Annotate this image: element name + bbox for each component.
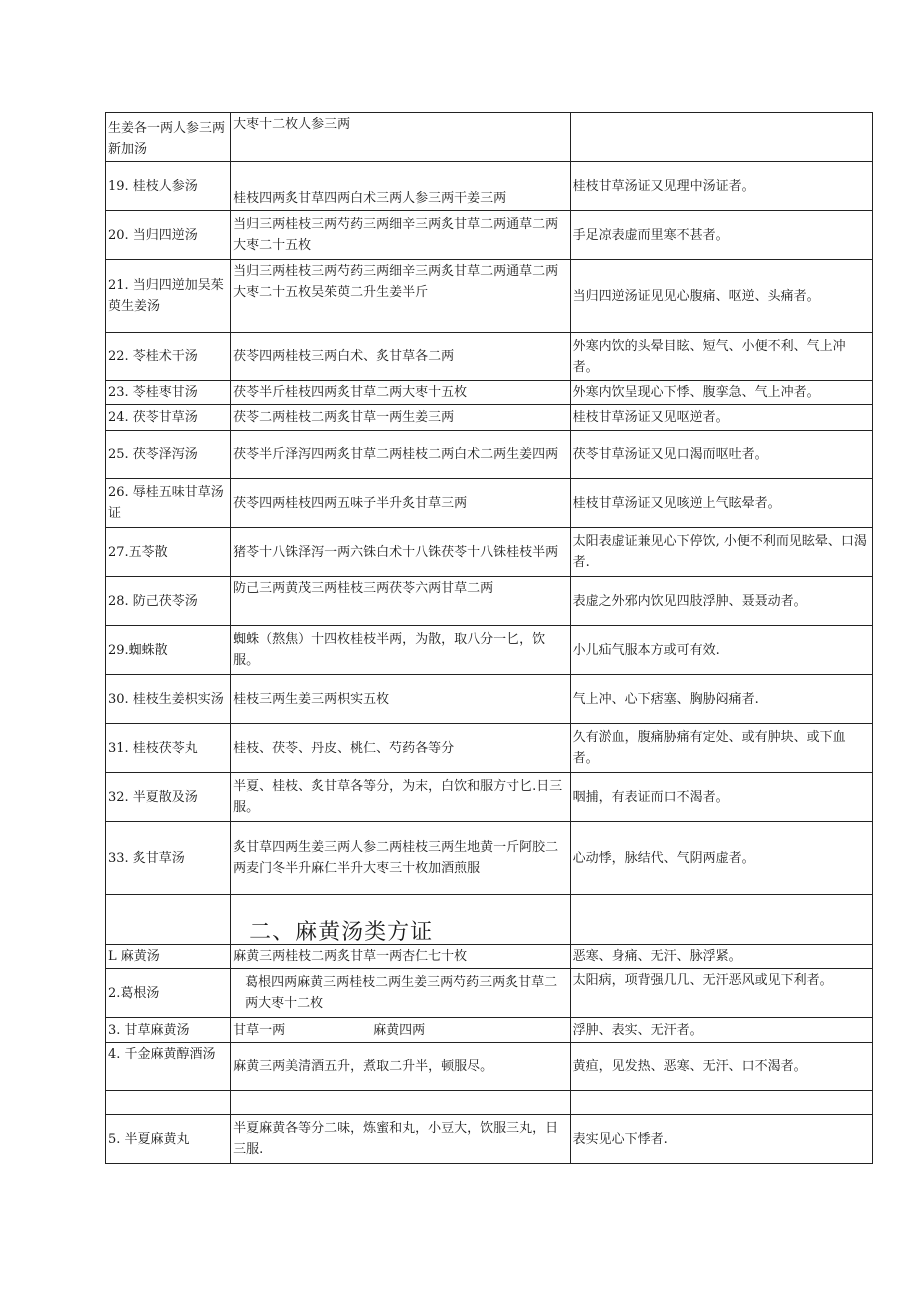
formula-name: 20. 当归四逆汤 — [106, 211, 231, 260]
formula-ingredients: 炙甘草四两生姜三两人参二两桂枝三两生地黄一斤阿胶二两麦门冬半升麻仁半升大枣三十枚加酒煎服 — [231, 822, 570, 895]
formula-name: 19. 桂枝人参汤 — [106, 162, 231, 211]
table-row — [106, 822, 873, 895]
formula-name: 30. 桂枝生姜枳实汤 — [106, 675, 231, 724]
formula-indication — [570, 113, 872, 162]
formula-name: 28. 防己茯苓汤 — [106, 577, 231, 626]
formula-indication: 太阳病，项背强几几、无汗恶风或见下利者。 — [570, 969, 872, 1018]
formula-name: 33. 炙甘草汤 — [106, 822, 231, 895]
formula-indication: 表实见心下悸者. — [570, 1115, 872, 1164]
section-header-row — [106, 895, 873, 945]
formula-indication: 外寒内饮的头晕目眩、短气、小便不利、气上冲者。 — [570, 333, 872, 381]
formula-indication: 桂枝甘草汤证又见呕逆者。 — [570, 405, 872, 431]
table-row — [106, 381, 873, 405]
formula-ingredients: 葛根四两麻黄三两桂枝二两生姜三两芍药三两炙甘草二两大枣十二枚 — [231, 969, 570, 1018]
formula-name: 31. 桂枝茯苓丸 — [106, 724, 231, 773]
formula-part: 麻黄四两 — [373, 1022, 426, 1038]
formula-ingredients: 麻黄三两桂枝二两炙甘草一两杏仁七十枚 — [231, 945, 570, 969]
formula-indication: 浮肿、表实、无汗者。 — [570, 1018, 872, 1043]
formula-ingredients: 茯苓半斤桂枝四两炙甘草二两大枣十五枚 — [231, 381, 570, 405]
table-row — [106, 626, 873, 675]
formula-ingredients: 大枣十二枚人参三两 — [231, 113, 570, 162]
formula-indication — [570, 1091, 872, 1115]
formula-name: 26. 辱桂五味甘草汤证 — [106, 479, 231, 528]
formula-ingredients: 当归三两桂枝三两芍药三两细辛三两炙甘草二两通草二两大枣二十五枚吴茱萸二升生姜半斤 — [231, 260, 570, 333]
formula-ingredients: 桂枝、茯苓、丹皮、桃仁、芍药各等分 — [231, 724, 570, 773]
table-row — [106, 675, 873, 724]
formula-indication: 恶寒、身痛、无汗、脉浮紧。 — [570, 945, 872, 969]
empty-cell — [570, 895, 872, 945]
formula-name: 5. 半夏麻黄丸 — [106, 1115, 231, 1164]
formula-indication: 手足凉表虚而里寒不甚者。 — [570, 211, 872, 260]
table-row — [106, 773, 873, 822]
formula-indication: 表虚之外邪内饮见四肢浮肿、聂聂动者。 — [570, 577, 872, 626]
table-row — [106, 260, 873, 333]
formula-name — [106, 1091, 231, 1115]
formula-ingredients: 蜘蛛（熬焦）十四枚桂枝半两，为散，取八分一匕，饮服。 — [231, 626, 570, 675]
table-row — [106, 945, 873, 969]
formula-indication: 心动悸，脉结代、气阴两虚者。 — [570, 822, 872, 895]
table-row — [106, 528, 873, 577]
formula-name: 4. 千金麻黄醇酒汤 — [106, 1043, 231, 1091]
formula-indication: 气上冲、心下痞塞、胸胁闷痛者. — [570, 675, 872, 724]
formula-name: 24. 茯苓甘草汤 — [106, 405, 231, 431]
formula-indication: 太阳表虚证兼见心下停饮, 小便不利而见眩晕、口渴者. — [570, 528, 872, 577]
formula-table — [105, 112, 873, 1164]
section-title: 二、麻黄汤类方证 — [231, 895, 570, 945]
table-row — [106, 113, 873, 162]
formula-ingredients: 麻黄三两美清酒五升，煮取二升半，顿服尽。 — [231, 1043, 570, 1091]
formula-ingredients: 半夏、桂枝、炙甘草各等分，为末，白饮和服方寸匕.日三服。 — [231, 773, 570, 822]
table-row — [106, 162, 873, 211]
formula-name: 32. 半夏散及汤 — [106, 773, 231, 822]
formula-indication: 桂枝甘草汤证又见咳逆上气眩晕者。 — [570, 479, 872, 528]
empty-cell — [106, 895, 231, 945]
formula-indication: 小儿疝气服本方或可有效. — [570, 626, 872, 675]
formula-indication: 咽捕，有表证而口不渴者。 — [570, 773, 872, 822]
formula-indication: 当归四逆汤证见见心腹痛、呕逆、头痛者。 — [570, 260, 872, 333]
formula-name: 2.葛根汤 — [106, 969, 231, 1018]
formula-ingredients — [231, 1091, 570, 1115]
formula-ingredients: 茯苓四两桂枝四两五味子半升炙甘草三两 — [231, 479, 570, 528]
formula-ingredients: 茯苓半斤泽泻四两炙甘草二两桂枝二两白术二两生姜四两 — [231, 431, 570, 479]
formula-name: 22. 苓桂术干汤 — [106, 333, 231, 381]
formula-ingredients: 防己三两黄茂三两桂枝三两茯苓六两甘草二两 — [231, 577, 570, 626]
formula-name: 27.五苓散 — [106, 528, 231, 577]
formula-name: 25. 茯苓泽泻汤 — [106, 431, 231, 479]
formula-ingredients: 桂枝四两炙甘草四两白术三两人参三两干姜三两 — [231, 162, 570, 211]
table-row — [106, 405, 873, 431]
formula-ingredients — [231, 1018, 570, 1043]
formula-indication: 茯苓甘草汤证又见口渴而呕吐者。 — [570, 431, 872, 479]
formula-name: 生姜各一两人参三两新加汤 — [106, 113, 231, 162]
formula-ingredients: 茯苓二两桂枝二两炙甘草一两生姜三两 — [231, 405, 570, 431]
formula-part: 甘草一两 — [233, 1022, 286, 1038]
formula-name: 3. 甘草麻黄汤 — [106, 1018, 231, 1043]
formula-ingredients: 茯苓四两桂枝三两白术、炙甘草各二两 — [231, 333, 570, 381]
formula-name: 29.蜘蛛散 — [106, 626, 231, 675]
table-row — [106, 969, 873, 1018]
table-row — [106, 1115, 873, 1164]
formula-indication: 桂枝甘草汤证又见理中汤证者。 — [570, 162, 872, 211]
table-row — [106, 724, 873, 773]
table-row — [106, 577, 873, 626]
table-row — [106, 431, 873, 479]
table-row — [106, 333, 873, 381]
formula-name: 23. 苓桂枣甘汤 — [106, 381, 231, 405]
formula-ingredients: 当归三两桂枝三两芍药三两细辛三两炙甘草二两通草二两大枣二十五枚 — [231, 211, 570, 260]
formula-indication: 黄疸，见发热、恶寒、无汗、口不渴者。 — [570, 1043, 872, 1091]
formula-name: 21. 当归四逆加吴茱萸生姜汤 — [106, 260, 231, 333]
formula-indication: 外寒内饮呈现心下悸、腹挛急、气上冲者。 — [570, 381, 872, 405]
formula-name: L 麻黄汤 — [106, 945, 231, 969]
formula-ingredients: 桂枝三两生姜三两枳实五枚 — [231, 675, 570, 724]
formula-ingredients: 猪苓十八铢泽泻一两六铢白术十八铢茯苓十八铢桂枝半两 — [231, 528, 570, 577]
table-row — [106, 211, 873, 260]
table-row — [106, 1018, 873, 1043]
formula-indication: 久有淤血，腹痛胁痛有定处、或有肿块、或下血者。 — [570, 724, 872, 773]
table-row — [106, 1043, 873, 1091]
table-row — [106, 479, 873, 528]
formula-ingredients: 半夏麻黄各等分二味，炼蜜和丸，小豆大，饮服三丸，日三服. — [231, 1115, 570, 1164]
table-row — [106, 1091, 873, 1115]
